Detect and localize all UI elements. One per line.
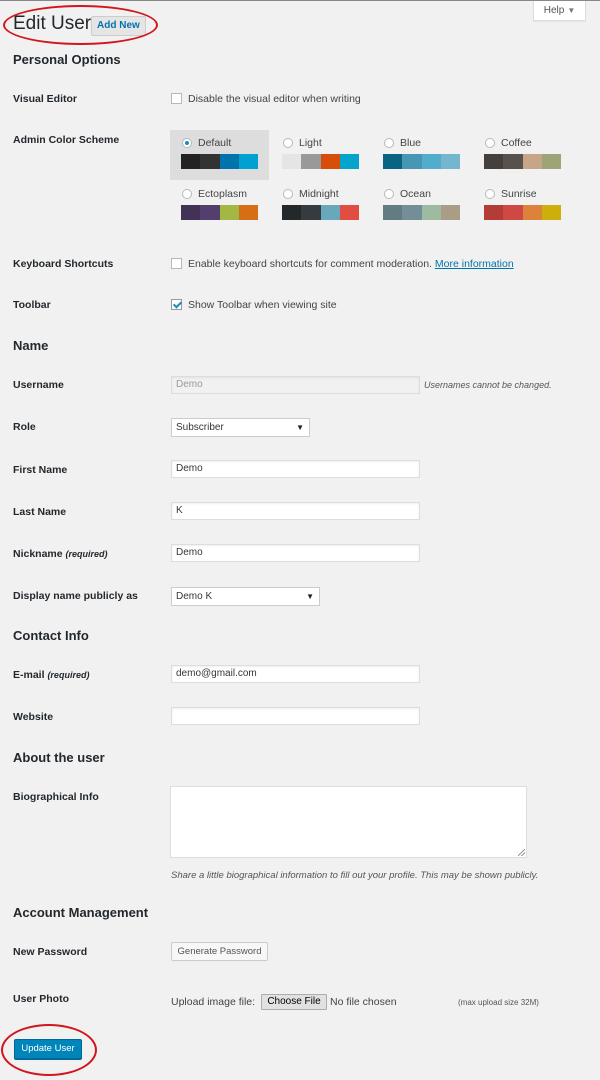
role-select[interactable] bbox=[171, 418, 310, 437]
visual-editor-checkbox[interactable] bbox=[171, 93, 182, 104]
color-swatch bbox=[239, 154, 258, 169]
color-scheme-swatches-default[interactable] bbox=[181, 154, 258, 169]
nickname-label-text: Nickname bbox=[13, 548, 63, 560]
last-name-label: Last Name bbox=[13, 506, 67, 518]
keyboard-shortcuts-checkbox[interactable] bbox=[171, 258, 182, 269]
color-swatch bbox=[441, 205, 460, 220]
dropdown-arrow-icon: ▼ bbox=[296, 423, 304, 432]
color-scheme-radio-coffee[interactable] bbox=[485, 138, 495, 148]
website-input[interactable] bbox=[171, 707, 420, 725]
color-scheme-name[interactable]: Sunrise bbox=[501, 188, 537, 200]
keyboard-shortcuts-option bbox=[188, 258, 514, 270]
color-scheme-radio-sunrise[interactable] bbox=[485, 189, 495, 199]
chevron-down-icon: ▼ bbox=[567, 6, 576, 15]
color-scheme-swatches-sunrise[interactable] bbox=[484, 205, 561, 220]
color-swatch bbox=[484, 205, 503, 220]
annotation-oval-title bbox=[3, 5, 158, 45]
color-swatch bbox=[200, 205, 219, 220]
color-swatch bbox=[523, 154, 542, 169]
username-note: Usernames cannot be changed. bbox=[424, 380, 552, 390]
first-name-label: First Name bbox=[13, 464, 68, 476]
color-scheme-swatches-light[interactable] bbox=[282, 154, 359, 169]
email-label-text: E-mail bbox=[13, 669, 45, 681]
color-swatch bbox=[383, 154, 402, 169]
color-swatch bbox=[220, 154, 239, 169]
color-scheme-radio-default[interactable] bbox=[182, 138, 192, 148]
color-scheme-name[interactable]: Light bbox=[299, 137, 322, 149]
bio-textarea[interactable] bbox=[170, 786, 527, 858]
visual-editor-option-text: Disable the visual editor when writing bbox=[188, 93, 361, 105]
visual-editor-label: Visual Editor bbox=[13, 93, 77, 105]
user-photo-label: User Photo bbox=[13, 993, 70, 1005]
color-scheme-swatches-ocean[interactable] bbox=[383, 205, 460, 220]
section-heading-contact-info: Contact Info bbox=[13, 628, 89, 643]
section-heading-about: About the user bbox=[13, 750, 105, 765]
display-name-select-value: Demo K bbox=[176, 591, 213, 602]
color-scheme-swatches-midnight[interactable] bbox=[282, 205, 359, 220]
color-scheme-name[interactable]: Ocean bbox=[400, 188, 431, 200]
color-swatch bbox=[340, 205, 359, 220]
role-select-value: Subscriber bbox=[176, 422, 224, 433]
generate-password-button[interactable]: Generate Password bbox=[171, 942, 268, 961]
color-scheme-swatches-coffee[interactable] bbox=[484, 154, 561, 169]
color-swatch bbox=[402, 205, 421, 220]
color-scheme-radio-ectoplasm[interactable] bbox=[182, 189, 192, 199]
resize-handle-icon[interactable] bbox=[518, 849, 525, 856]
email-label bbox=[13, 669, 89, 681]
email-input[interactable]: demo@gmail.com bbox=[171, 665, 420, 683]
color-swatch bbox=[484, 154, 503, 169]
color-swatch bbox=[503, 154, 522, 169]
color-scheme-radio-midnight[interactable] bbox=[283, 189, 293, 199]
color-scheme-name[interactable]: Coffee bbox=[501, 137, 532, 149]
color-scheme-name[interactable]: Default bbox=[198, 137, 232, 149]
new-password-label: New Password bbox=[13, 946, 88, 958]
choose-file-button[interactable]: Choose File bbox=[261, 994, 327, 1010]
color-swatch bbox=[542, 154, 561, 169]
dropdown-arrow-icon: ▼ bbox=[306, 592, 314, 601]
color-scheme-radio-light[interactable] bbox=[283, 138, 293, 148]
color-swatch bbox=[181, 205, 200, 220]
first-name-input[interactable]: Demo bbox=[171, 460, 420, 478]
email-required-note: (required) bbox=[47, 670, 90, 680]
section-heading-name: Name bbox=[13, 338, 49, 353]
toolbar-checkbox[interactable] bbox=[171, 299, 182, 310]
color-swatch bbox=[422, 205, 441, 220]
website-label: Website bbox=[13, 711, 54, 723]
color-scheme-radio-ocean[interactable] bbox=[384, 189, 394, 199]
color-swatch bbox=[239, 205, 258, 220]
color-swatch bbox=[321, 205, 340, 220]
color-scheme-name[interactable]: Midnight bbox=[299, 188, 339, 200]
toolbar-label: Toolbar bbox=[13, 299, 51, 311]
keyboard-shortcuts-label: Keyboard Shortcuts bbox=[13, 258, 114, 270]
color-swatch bbox=[220, 205, 239, 220]
last-name-input[interactable]: K bbox=[171, 502, 420, 520]
color-swatch bbox=[441, 154, 460, 169]
username-input: Demo bbox=[171, 376, 420, 394]
color-scheme-name[interactable]: Blue bbox=[400, 137, 422, 149]
help-label: Help bbox=[543, 5, 565, 16]
color-swatch bbox=[542, 205, 561, 220]
color-swatch bbox=[523, 205, 542, 220]
color-swatch bbox=[383, 205, 402, 220]
color-swatch bbox=[422, 154, 441, 169]
color-swatch bbox=[301, 205, 320, 220]
color-scheme-name[interactable]: Ectoplasm bbox=[198, 188, 248, 200]
page-title: Edit User bbox=[13, 13, 92, 34]
section-heading-personal-options: Personal Options bbox=[13, 52, 121, 67]
color-swatch bbox=[282, 154, 301, 169]
nickname-label bbox=[13, 548, 108, 560]
color-scheme-swatches-blue[interactable] bbox=[383, 154, 460, 169]
display-name-select[interactable] bbox=[171, 587, 320, 606]
color-swatch bbox=[301, 154, 320, 169]
update-user-button[interactable]: Update User bbox=[14, 1039, 82, 1059]
color-swatch bbox=[321, 154, 340, 169]
nickname-input[interactable]: Demo bbox=[171, 544, 420, 562]
color-swatch bbox=[402, 154, 421, 169]
username-label: Username bbox=[13, 379, 64, 391]
color-swatch bbox=[200, 154, 219, 169]
bio-note: Share a little biographical information to fill out your profile. This may be shown publicly. bbox=[171, 870, 539, 881]
color-scheme-radio-blue[interactable] bbox=[384, 138, 394, 148]
section-heading-account-management: Account Management bbox=[13, 905, 149, 920]
role-label: Role bbox=[13, 421, 36, 433]
color-scheme-swatches-ectoplasm[interactable] bbox=[181, 205, 258, 220]
admin-color-scheme-label: Admin Color Scheme bbox=[13, 134, 120, 146]
top-border bbox=[0, 0, 600, 1]
more-information-link[interactable]: More information bbox=[434, 258, 514, 270]
color-swatch bbox=[503, 205, 522, 220]
bio-label: Biographical Info bbox=[13, 791, 99, 803]
color-swatch bbox=[181, 154, 200, 169]
help-tab[interactable] bbox=[533, 1, 586, 21]
toolbar-option-text: Show Toolbar when viewing site bbox=[188, 299, 337, 311]
keyboard-shortcuts-option-text: Enable keyboard shortcuts for comment moderation. bbox=[188, 258, 432, 270]
color-swatch bbox=[282, 205, 301, 220]
display-name-label: Display name publicly as bbox=[13, 590, 138, 602]
max-upload-note: (max upload size 32M) bbox=[458, 998, 539, 1007]
nickname-required-note: (required) bbox=[65, 549, 108, 559]
annotation-oval-submit bbox=[1, 1024, 97, 1076]
file-status-text: No file chosen bbox=[330, 996, 397, 1008]
color-swatch bbox=[340, 154, 359, 169]
upload-image-label: Upload image file: bbox=[171, 996, 256, 1008]
add-new-button[interactable]: Add New bbox=[91, 16, 146, 36]
